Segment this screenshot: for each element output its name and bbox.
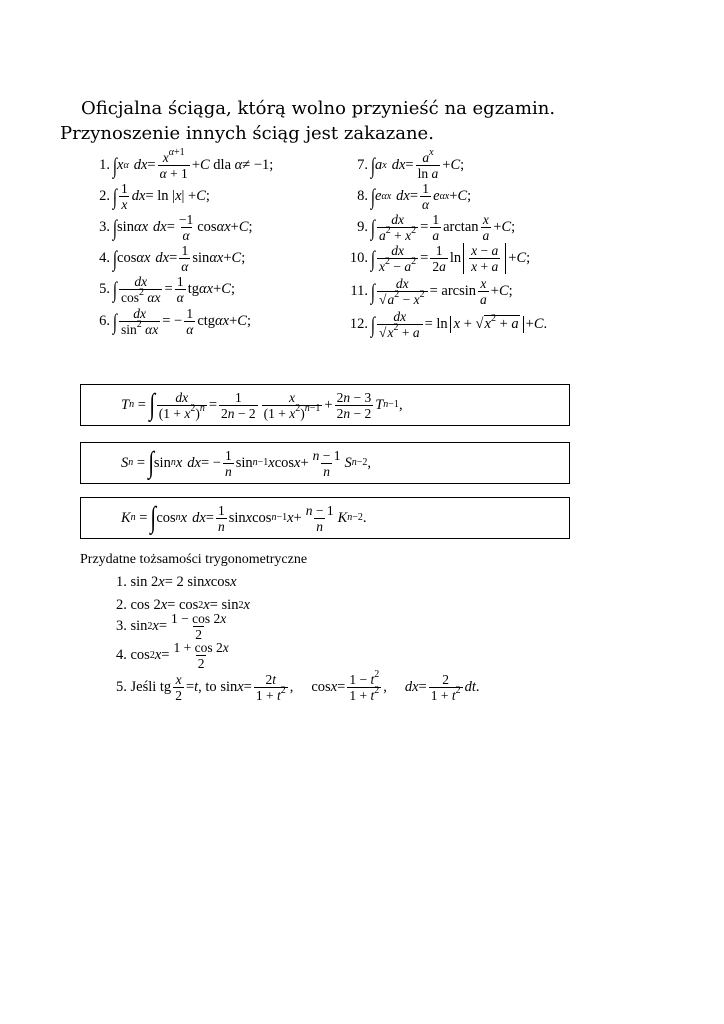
identity-5: 5. Jeśli tg $\frac{x}{2}$ = t , to sin x = $\frac{2t}{1 + t^2}$ , cos x = $\frac{1 - t^2}{1 + t^2}$ , dx = $\frac{2}{1 + t^2}$ dt . [116, 669, 480, 703]
dla-text: dla [213, 157, 232, 173]
integral-12: 12. ∫ $\frac{dx}{√x^2 + a}$ = ln $x + √x^2 + a$ + C . [349, 309, 548, 340]
integral-number: 8. [357, 188, 368, 204]
identity-number: 2. [116, 597, 127, 613]
identity-number: 4. [116, 647, 127, 663]
identity-2: 2. cos 2 x = cos 2 x = sin 2 x [116, 597, 250, 613]
integral-number: 1. [99, 157, 110, 173]
to-text: to [205, 679, 217, 695]
recurrence-box-S: S n = ∫ sin n x dx = − $\frac{1}{n}$ sin n−1 x cos x + $\frac{n - 1}{n}$ S n−2 , [80, 442, 570, 484]
recurrence-box-K: K n = ∫ cos n x dx = $\frac{1}{n}$ sin x cos n−1 x + $\frac{n - 1}{n}$ K n−2 . [80, 497, 570, 539]
integral-11: 11. ∫ $\frac{dx}{√a^2 - x^2}$ = arcsin $\frac{x}{a}$ + C ; [348, 276, 513, 307]
integral-number: 5. [99, 281, 110, 297]
T-symbol: T [121, 396, 130, 413]
integral-6: 6. ∫ $\frac{dx}{\sin^2 \alpha x}$ = − $\frac{1}{\alpha}$ ctg αx + C ; [90, 306, 251, 337]
integral-number: 4. [99, 250, 110, 266]
integral-8: 8. ∫ e αx dx = $\frac{1}{\alpha}$ e αx + C ; [348, 181, 471, 212]
integral-number: 6. [99, 313, 110, 329]
integral-number: 9. [357, 219, 368, 235]
integral-2: 2. ∫ $\frac{1}{x}$ dx = ln | x | + C ; [90, 181, 210, 212]
integral-3: 3. ∫ sin αx dx = $\frac{-1}{\alpha}$ cos αx + C ; [90, 212, 253, 243]
integral-5: 5. ∫ $\frac{dx}{\cos^2 \alpha x}$ = $\frac{1}{\alpha}$ tg αx + C ; [90, 274, 235, 305]
identity-number: 1. [116, 574, 127, 590]
K-symbol: K [121, 509, 131, 526]
intro-text: Oficjalna ściąga, którą wolno przynieść na egzamin. Przynoszenie innych ściąg jest zakazane. [60, 98, 556, 144]
identity-number: 5. [116, 679, 127, 695]
integral-number: 11. [350, 283, 368, 299]
integral-number: 3. [99, 219, 110, 235]
integral-10: 10. ∫ $\frac{dx}{x^2 - a^2}$ = $\frac{1}{2a}$ ln $\frac{x - a}{x + a}$ + C ; [349, 243, 531, 274]
integral-number: 2. [99, 188, 110, 204]
intro-paragraph [60, 96, 620, 146]
identity-number: 3. [116, 618, 127, 634]
integral-number: 7. [357, 157, 368, 173]
integral-9: 9. ∫ $\frac{dx}{a^2 + x^2}$ = $\frac{1}{a}$ arctan $\frac{x}{a}$ + C ; [348, 212, 515, 243]
recurrence-box-T: T n = ∫ $\frac{dx}{(1 + x^2)^n}$ = $\frac{1}{2n - 2}$ $\frac{x}{(1 + x^2)^{n-1}}$ + $\frac{2n - 3}{2n - 2}$ T n−1 , [80, 384, 570, 426]
identities-title: Przydatne tożsamości trygonometryczne [80, 552, 308, 567]
jesli-text: Jeśli [130, 679, 157, 695]
integral-1: 1. ∫ x α dx = $\frac{x^{\alpha+1}}{\alpha + 1}$ + C dla α ≠ −1; [90, 150, 273, 181]
integral-number: 10. [349, 250, 368, 266]
integral-number: 12. [349, 316, 368, 332]
integral-4: 4. ∫ cos αx dx = $\frac{1}{\alpha}$ sin αx + C ; [90, 243, 245, 274]
S-symbol: S [121, 454, 129, 471]
identity-3: 3. sin 2 x = $\frac{1 - \cos 2x}{2}$ [116, 611, 227, 642]
identity-4: 4. cos 2 x = $\frac{1 + \cos 2x}{2}$ [116, 640, 229, 671]
integral-7: 7. ∫ a x dx = $\frac{a^x}{\text{ln a}}$ + C ; [348, 150, 464, 181]
identity-1: 1. sin 2 x = 2 sin x cos x [116, 574, 237, 590]
